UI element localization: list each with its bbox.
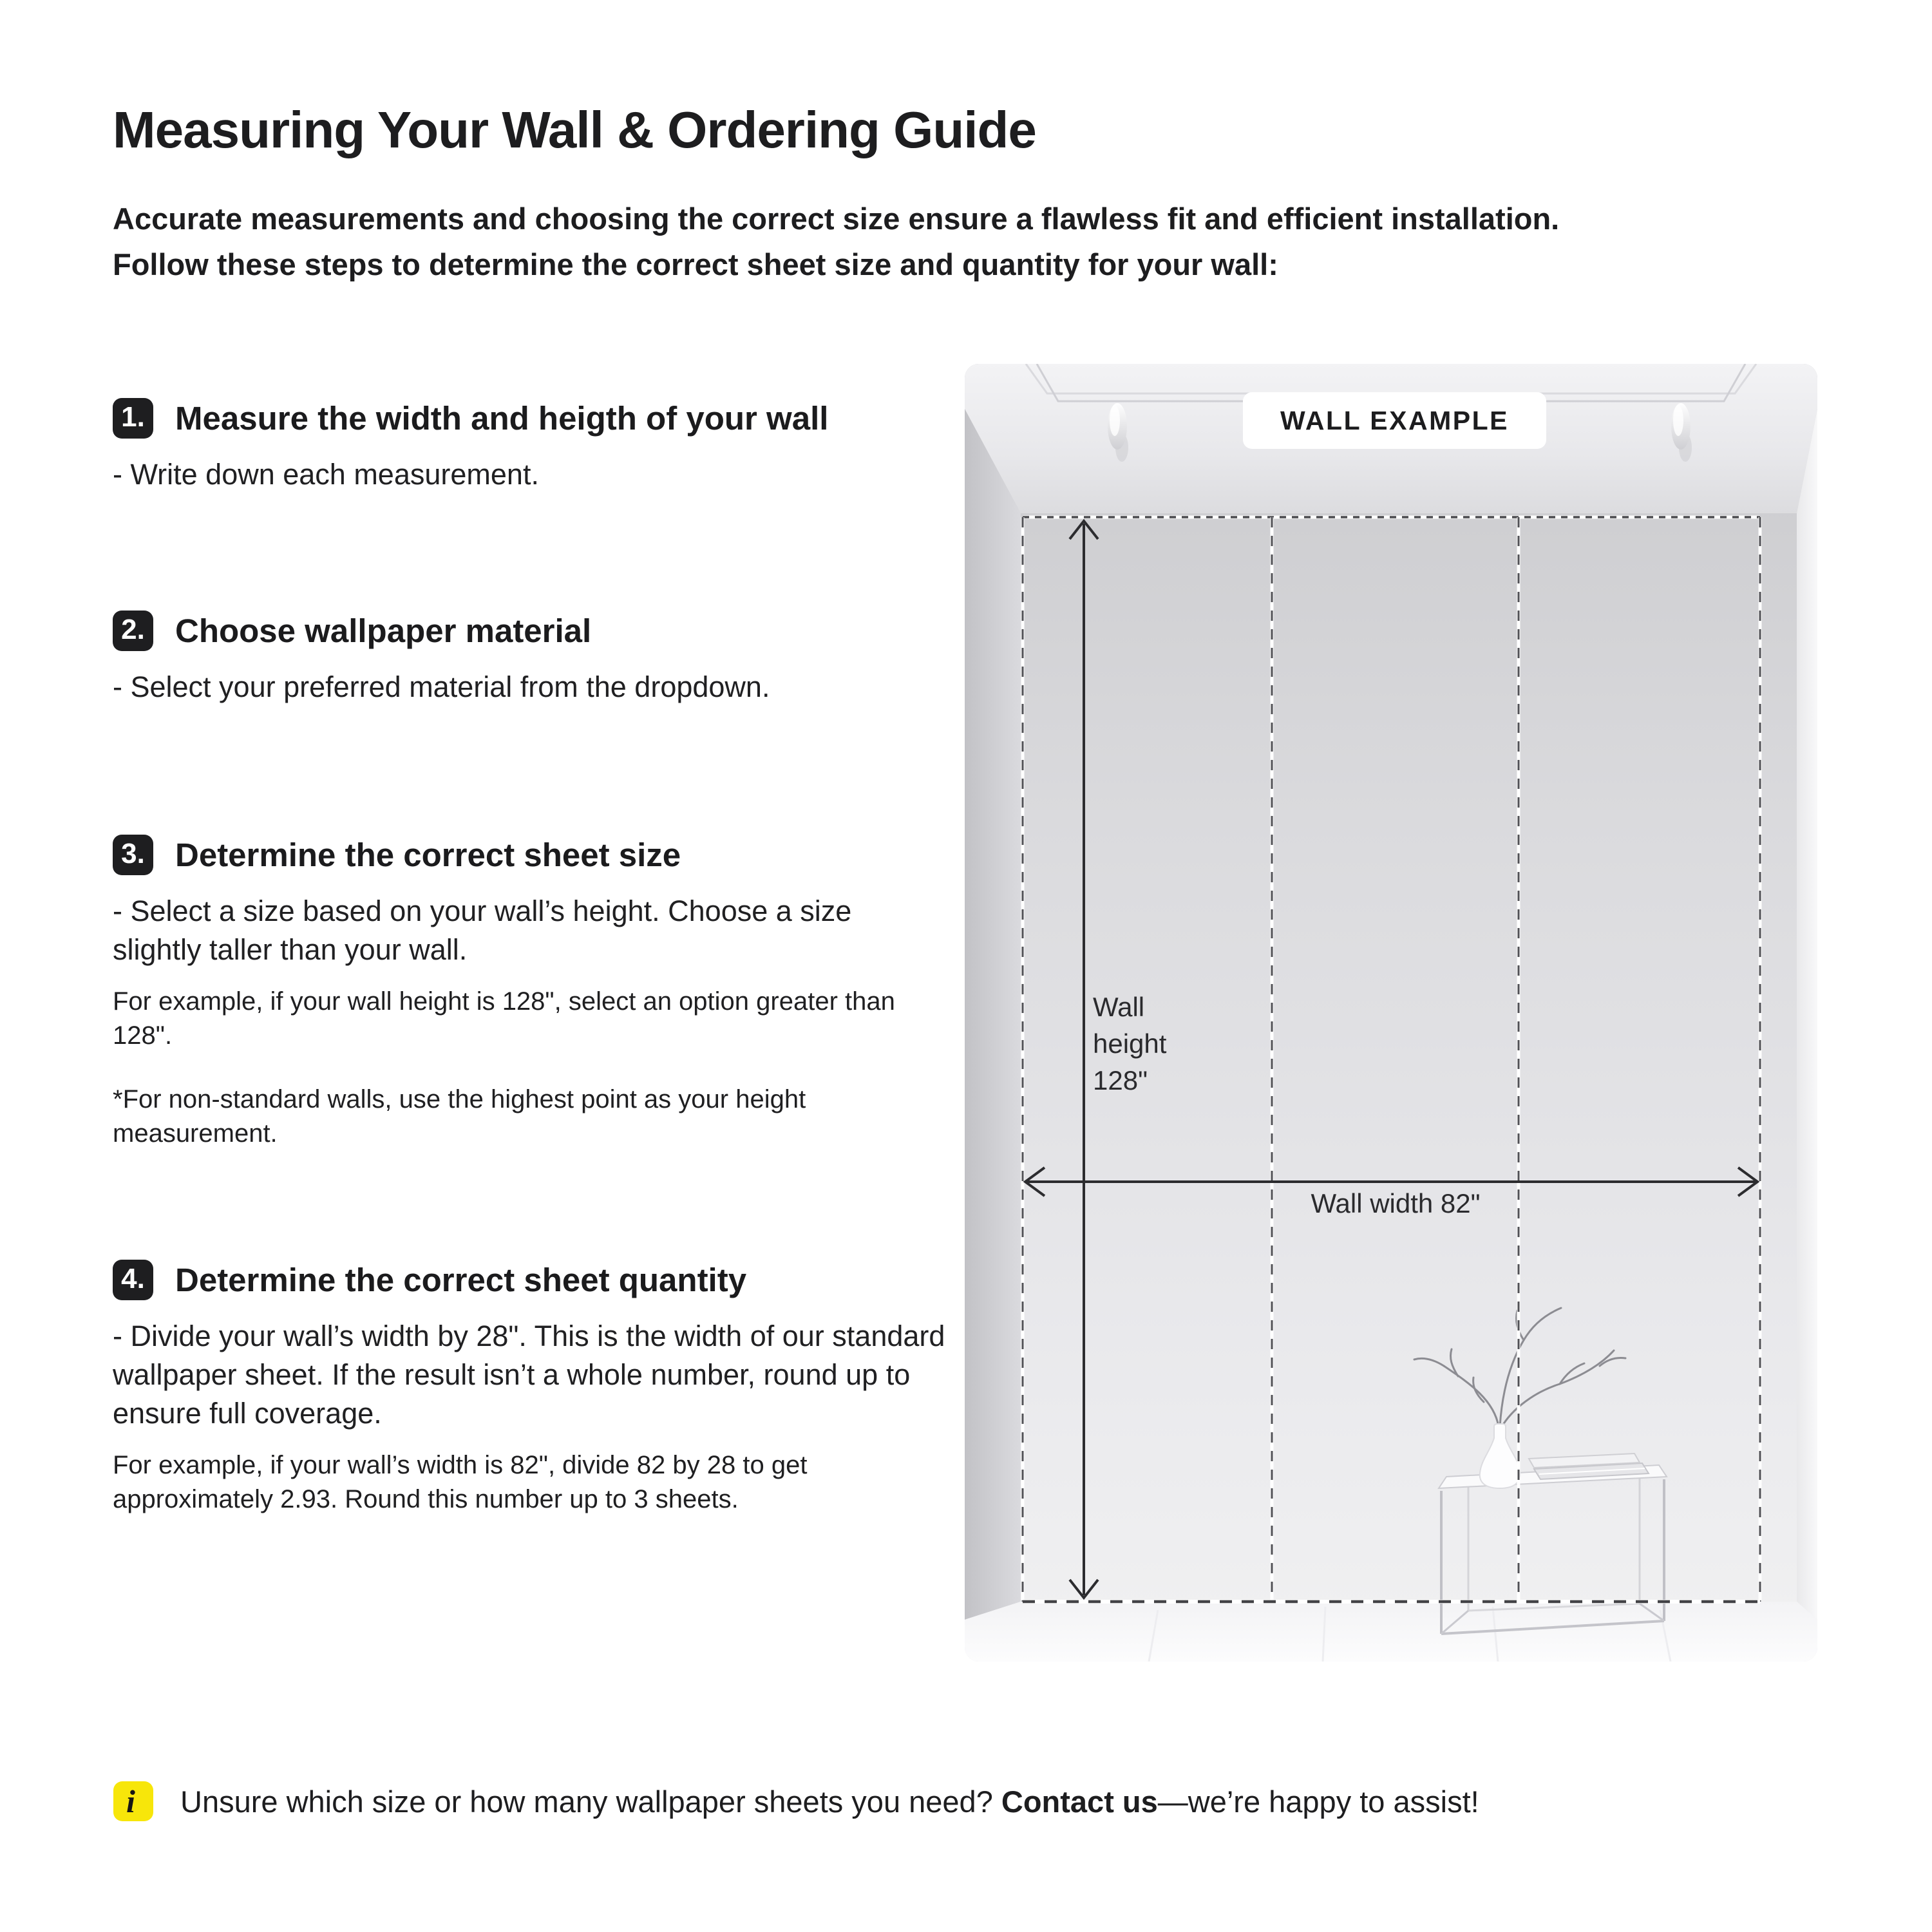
wall-height-label [1093,989,1166,1099]
step-3-number-badge: 3. [113,835,153,875]
step-4-body: - Divide your wall’s width by 28". This is the width of our standard wallpaper sheet. If the result isn’t a whole number, round up to ensure full coverage. [113,1320,945,1430]
wall-width-label: Wall width 82" [1311,1188,1481,1218]
intro-line-1: Accurate measurements and choosing the correct size ensure a flawless fit and efficient installation. [113,202,1560,236]
step-4-header [113,1260,969,1300]
step-2-header [113,611,911,651]
step-3-body: - Select a size based on your wall’s height. Choose a size slightly taller than your wall. [113,895,852,966]
footer-note [113,1781,1479,1821]
step-2-heading: Choose wallpaper material [175,612,592,649]
wall-example-image [965,364,1817,1662]
wall-height-label-line: Wall [1093,992,1145,1022]
wall-example-label: WALL EXAMPLE [1243,392,1546,449]
step-1 [113,398,911,494]
intro-line-2: Follow these steps to determine the correct sheet size and quantity for your wall: [113,247,1278,281]
info-icon: i [113,1781,153,1821]
step-4-number-badge: 4. [113,1260,153,1300]
step-1-heading: Measure the width and heigth of your wall [175,400,829,437]
footer-text [180,1784,1479,1819]
step-3-note: *For non-standard walls, use the highest point as your height measurement. [113,1085,806,1148]
step-3-heading: Determine the correct sheet size [175,837,681,873]
step-4-heading: Determine the correct sheet quantity [175,1262,747,1298]
wall-height-label-line: height [1093,1028,1167,1059]
step-3-example: For example, if your wall height is 128", select an option greater than 128". [113,987,895,1050]
step-4-example: For example, if your wall’s width is 82", divide 82 by 28 to get approximately 2.93. Round this number up to 3 sheets. [113,1451,808,1513]
footer-text-suffix: —we’re happy to assist! [1157,1784,1479,1819]
step-3-header [113,835,911,875]
footer-text-prefix: Unsure which size or how many wallpaper sheets you need? [180,1784,1001,1819]
step-3 [113,835,911,1151]
wall-height-label-line: 128" [1093,1065,1148,1095]
contact-us-link[interactable]: Contact us [1001,1784,1158,1819]
step-4 [113,1260,969,1517]
step-1-header [113,398,911,439]
step-2-body: - Select your preferred material from the dropdown. [113,670,770,703]
intro-text [113,196,1559,287]
step-1-body: - Write down each measurement. [113,458,539,491]
page-title: Measuring Your Wall & Ordering Guide [113,101,1036,158]
step-2-number-badge: 2. [113,611,153,651]
step-2 [113,611,911,706]
step-1-number-badge: 1. [113,398,153,439]
